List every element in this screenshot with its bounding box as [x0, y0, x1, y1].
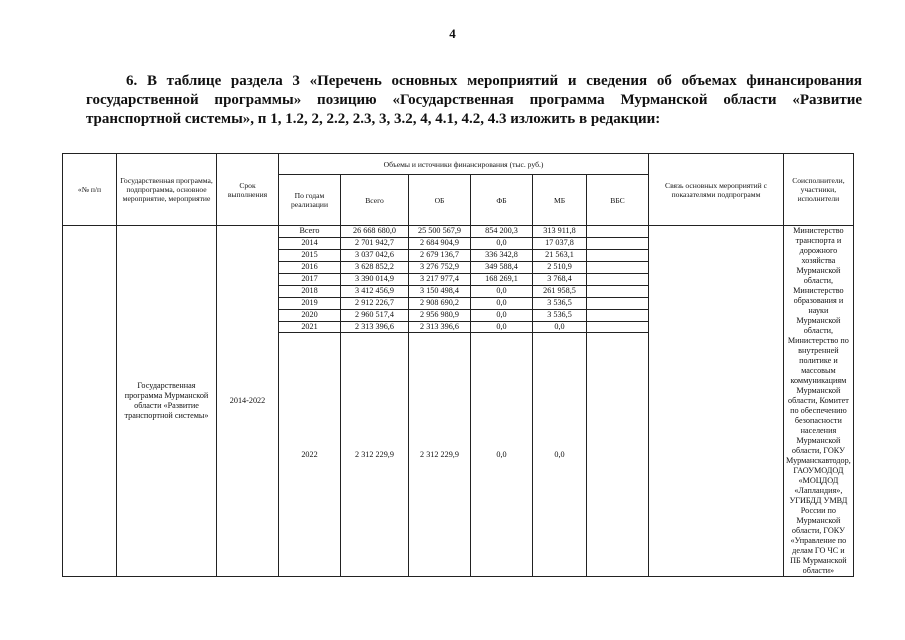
row-year: 2021 — [279, 321, 341, 333]
row-year: 2017 — [279, 273, 341, 285]
row-year: 2016 — [279, 261, 341, 273]
row-ob: 3 150 498,4 — [409, 285, 471, 297]
row-mb: 313 911,8 — [533, 226, 587, 238]
row-fb: 854 200,3 — [471, 226, 533, 238]
row-mb: 3 768,4 — [533, 273, 587, 285]
header-ob: ОБ — [409, 175, 471, 226]
page-number: 4 — [449, 26, 456, 41]
row-vbs — [587, 333, 649, 577]
header-term: Срок выполнения — [217, 154, 279, 226]
row-total: 2 312 229,9 — [341, 333, 409, 577]
header-num: «№ п/п — [63, 154, 117, 226]
row-ob: 2 313 396,6 — [409, 321, 471, 333]
num-cell — [63, 226, 117, 577]
row-ob: 3 217 977,4 — [409, 273, 471, 285]
row-vbs — [587, 249, 649, 261]
row-total: 2 701 942,7 — [341, 237, 409, 249]
row-ob: 2 908 690,2 — [409, 297, 471, 309]
header-vbs: ВБС — [587, 175, 649, 226]
row-vbs — [587, 297, 649, 309]
executors-cell: Министерство транспорта и дорожного хозяйства Мурманской области, Министерство образования и науки Мурманской области, Министерство по внутренней политике и массовым коммуникациям Мурманской области, Комитет по обеспечению безопасности населения Мурманской области, ГОКУ Мурманскавтодор, ГАОУМОДОД «МОЦДОД «Лапландия», УГИБДД УМВД России по Мурманской области, ГОКУ «Управление по делам ГО ЧС и ПБ Мурманской области» — [784, 226, 854, 577]
term-cell: 2014-2022 — [217, 226, 279, 577]
row-fb: 0,0 — [471, 309, 533, 321]
row-vbs — [587, 237, 649, 249]
row-vbs — [587, 285, 649, 297]
row-mb: 2 510,9 — [533, 261, 587, 273]
row-mb: 0,0 — [533, 321, 587, 333]
row-year: 2015 — [279, 249, 341, 261]
row-mb: 21 563,1 — [533, 249, 587, 261]
row-year: 2019 — [279, 297, 341, 309]
row-fb: 168 269,1 — [471, 273, 533, 285]
row-total: 3 390 014,9 — [341, 273, 409, 285]
row-fb: 0,0 — [471, 321, 533, 333]
header-fb: ФБ — [471, 175, 533, 226]
row-mb: 17 037,8 — [533, 237, 587, 249]
row-mb: 261 958,5 — [533, 285, 587, 297]
header-by-year: По годам реализации — [279, 175, 341, 226]
link-cell — [649, 226, 784, 577]
row-total: 3 037 042,6 — [341, 249, 409, 261]
row-fb: 0,0 — [471, 297, 533, 309]
row-mb: 0,0 — [533, 333, 587, 577]
row-vbs — [587, 321, 649, 333]
row-fb: 336 342,8 — [471, 249, 533, 261]
header-mb: МБ — [533, 175, 587, 226]
row-fb: 0,0 — [471, 285, 533, 297]
row-vbs — [587, 273, 649, 285]
row-ob: 2 312 229,9 — [409, 333, 471, 577]
header-executors: Соисполнители, участники, исполнители — [784, 154, 854, 226]
row-ob: 25 500 567,9 — [409, 226, 471, 238]
row-total: 2 960 517,4 — [341, 309, 409, 321]
header-funding: Объемы и источники финансирования (тыс. руб.) — [279, 154, 649, 175]
row-mb: 3 536,5 — [533, 297, 587, 309]
header-program: Государственная программа, подпрограмма, основное мероприятие, мероприятие — [117, 154, 217, 226]
row-ob: 3 276 752,9 — [409, 261, 471, 273]
program-name-cell: Государственная программа Мурманской области «Развитие транспортной системы» — [117, 226, 217, 577]
row-year: 2022 — [279, 333, 341, 577]
row-mb: 3 536,5 — [533, 309, 587, 321]
row-fb: 349 588,4 — [471, 261, 533, 273]
row-year: 2014 — [279, 237, 341, 249]
row-vbs — [587, 261, 649, 273]
header-link: Связь основных мероприятий с показателями подпрограмм — [649, 154, 784, 226]
row-vbs — [587, 309, 649, 321]
row-year: 2020 — [279, 309, 341, 321]
row-fb: 0,0 — [471, 333, 533, 577]
row-vbs — [587, 226, 649, 238]
row-total: 3 412 456,9 — [341, 285, 409, 297]
row-total: 3 628 852,2 — [341, 261, 409, 273]
row-ob: 2 679 136,7 — [409, 249, 471, 261]
header-total: Всего — [341, 175, 409, 226]
row-total: 2 912 226,7 — [341, 297, 409, 309]
row-year: Всего — [279, 226, 341, 238]
row-ob: 2 684 904,9 — [409, 237, 471, 249]
row-fb: 0,0 — [471, 237, 533, 249]
row-year: 2018 — [279, 285, 341, 297]
row-ob: 2 956 980,9 — [409, 309, 471, 321]
amendment-paragraph — [86, 72, 862, 129]
funding-table — [62, 153, 854, 577]
row-total: 2 313 396,6 — [341, 321, 409, 333]
row-total: 26 668 680,0 — [341, 226, 409, 238]
amendment-text: 6. В таблице раздела 3 «Перечень основных мероприятий и сведения об объемах финансирования государственной программы» позицию «Государственная программа Мурманской области «Развитие транспортной системы», п 1, 1.2, 2, 2.2, 2.3, 3, 3.2, 4, 4.1, 4.2, 4.3 изложить в редакции: — [86, 73, 862, 127]
